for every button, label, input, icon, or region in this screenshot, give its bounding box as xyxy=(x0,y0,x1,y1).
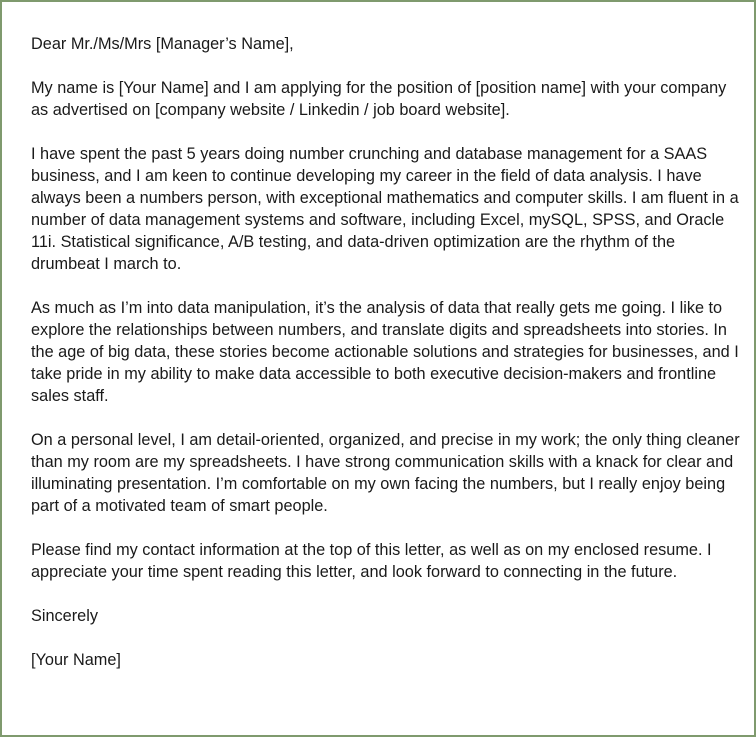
signature: [Your Name] xyxy=(31,651,121,669)
paragraph-analysis: As much as I’m into data manipulation, it’s the analysis of data that really gets me going. I like to explore the relationships between numbers, and translate digits and spreadsheets into stories. In the age of big data, these stories become actionable solutions and strategies for businesses, and I take pride in my ability to make data accessible to both executive decision-makers and frontline sales staff. xyxy=(31,299,739,405)
paragraph-personal: On a personal level, I am detail-oriented, organized, and precise in my work; the only thing cleaner than my room are my spreadsheets. I have strong communication skills with a knack for clear and illuminating presentation. I’m comfortable on my own facing the numbers, but I really enjoy being part of a motivated team of smart people. xyxy=(31,431,740,515)
closing: Sincerely xyxy=(31,607,98,625)
paragraph-intro: My name is [Your Name] and I am applying for the position of [position name] with your company as advertised on [company website / Linkedin / job board website]. xyxy=(31,79,727,119)
paragraph-contact: Please find my contact information at the top of this letter, as well as on my enclosed resume. I appreciate your time spent reading this letter, and look forward to connecting in the future. xyxy=(31,541,712,581)
cover-letter-body xyxy=(31,33,743,671)
salutation: Dear Mr./Ms/Mrs [Manager’s Name], xyxy=(31,35,294,53)
paragraph-experience: I have spent the past 5 years doing number crunching and database management for a SAAS business, and I am keen to continue developing my career in the field of data analysis. I have always been a numbers person, with exceptional mathematics and computer skills. I am fluent in a number of data management systems and software, including Excel, mySQL, SPSS, and Oracle 11i. Statistical significance, A/B testing, and data-driven optimization are the rhythm of the drumbeat I march to. xyxy=(31,145,739,273)
